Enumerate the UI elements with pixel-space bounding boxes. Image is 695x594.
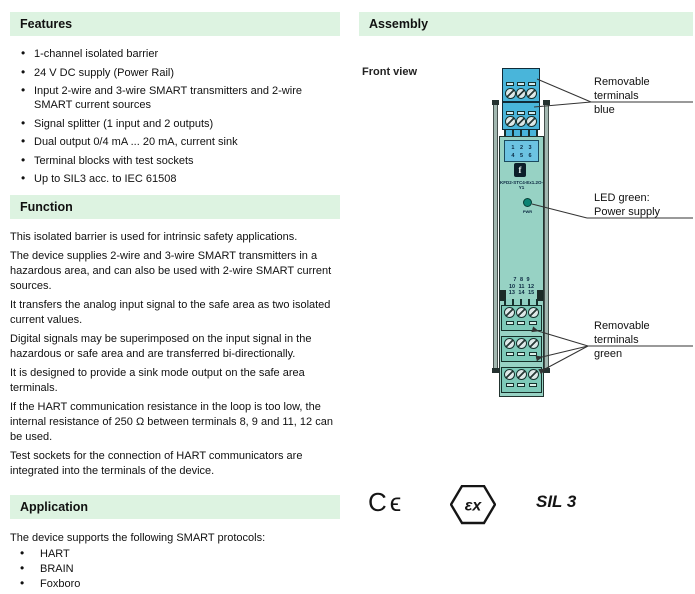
annotation-line: green <box>594 348 623 360</box>
device-model-label <box>497 180 546 190</box>
terminal-slot <box>506 352 514 356</box>
terminal-slots <box>503 111 539 115</box>
function-paragraph: This isolated barrier is used for intrinsic safety applications. <box>10 231 298 243</box>
annotation-line: LED green: <box>594 192 650 204</box>
rail-cap <box>492 100 499 105</box>
screw-icon <box>504 338 515 349</box>
screw-icon <box>504 369 515 380</box>
model-line: Y1 <box>518 185 525 190</box>
feature-item: • Dual output 0/4 mA ... 20 mA, current sink <box>10 135 340 149</box>
terminal-slots <box>502 321 541 325</box>
annotation-led-green <box>594 191 660 219</box>
terminal-numbers-bottom <box>503 277 540 297</box>
terminal-slot <box>517 82 525 86</box>
screw-icon <box>516 116 527 127</box>
assembly-header: Assembly <box>359 12 693 36</box>
screw-icon <box>528 307 539 318</box>
terminal-slots <box>503 82 539 86</box>
function-paragraph: The device supplies 2-wire and 3-wire SMART transmitters in a hazardous area, and can also be used with 2-wire SMART current sources. <box>10 250 332 292</box>
blue-terminal-block-2 <box>502 102 540 130</box>
din-rail-left <box>493 103 498 372</box>
annotation-line: Power supply <box>594 206 661 218</box>
annotation-line: Removable terminals <box>594 76 650 102</box>
annotation-line: Removable terminals <box>594 320 650 346</box>
model-line: KFD2-STC4-Ex1.2O- <box>499 180 543 185</box>
power-led-icon <box>523 198 532 207</box>
screw-icon <box>505 88 516 99</box>
terminal-screws <box>503 88 539 99</box>
function-paragraph: If the HART communication resistance in the loop is too low, the internal resistance of 250 Ω between terminals 8, 9 and 11, 12 can be used. <box>10 401 333 443</box>
ex-mark-icon <box>450 485 496 530</box>
protocol-item: • Foxboro <box>10 577 340 592</box>
sil3-mark: SIL 3 <box>536 492 577 511</box>
function-paragraph: Digital signals may be superimposed on the input signal in the hazardous or safe area and are transferred bi-directionally. <box>10 333 312 360</box>
rail-cap <box>543 100 550 105</box>
function-section <box>10 195 340 483</box>
terminal-slot <box>528 111 536 115</box>
green-terminal-block-1 <box>501 305 542 331</box>
terminal-slot <box>517 321 525 325</box>
terminal-slot <box>529 321 537 325</box>
terminal-screws <box>502 369 541 380</box>
terminal-slot <box>517 383 525 387</box>
terminal-number-row: 7 8 9 <box>513 277 530 283</box>
screw-icon <box>526 88 537 99</box>
terminal-slot <box>517 111 525 115</box>
application-section <box>10 495 340 592</box>
ex-mark-text: εx <box>464 497 482 515</box>
green-terminal-block-2 <box>501 336 542 362</box>
application-list <box>10 547 340 592</box>
function-paragraph: Test sockets for the connection of HART communicators are integrated into the terminals of the device. <box>10 450 303 477</box>
annotation-line: blue <box>594 104 615 116</box>
din-rail-right <box>544 103 549 372</box>
terminal-number-row: 4 5 6 <box>511 153 532 159</box>
terminal-number-row: 13 14 15 <box>508 290 535 296</box>
features-header: Features <box>10 12 340 36</box>
terminal-slots <box>502 383 541 387</box>
left-column <box>10 12 340 590</box>
protocol-item: • BRAIN <box>10 562 340 577</box>
function-paragraphs <box>10 230 340 479</box>
terminal-number-row: 10 11 12 <box>508 283 535 290</box>
screw-icon <box>516 88 527 99</box>
function-header: Function <box>10 195 340 219</box>
screw-icon <box>516 307 527 318</box>
feature-item: • Terminal blocks with test sockets <box>10 154 340 168</box>
rail-cap <box>492 368 499 373</box>
application-intro: The device supports the following SMART protocols: <box>10 532 266 544</box>
terminal-slot <box>506 383 514 387</box>
terminal-slot <box>506 111 514 115</box>
terminal-screws <box>502 338 541 349</box>
terminal-screws <box>503 116 539 127</box>
feature-item: • Signal splitter (1 input and 2 outputs) <box>10 117 340 131</box>
terminal-base-ticks <box>504 130 538 136</box>
screw-icon <box>526 116 537 127</box>
front-view-label: Front view <box>362 66 418 78</box>
terminal-slot <box>506 82 514 86</box>
protocol-item: • HART <box>10 547 340 562</box>
ce-mark-icon: Cϵ <box>368 487 405 517</box>
terminal-screws <box>502 307 541 318</box>
application-header: Application <box>10 495 340 519</box>
feature-item: • 1-channel isolated barrier <box>10 47 340 61</box>
screw-icon <box>528 369 539 380</box>
annotation-terminals-green <box>594 319 695 361</box>
pepperl-fuchs-logo-icon: f <box>514 163 526 177</box>
features-section <box>10 12 340 191</box>
terminal-slot <box>529 352 537 356</box>
screw-icon <box>516 369 527 380</box>
terminal-slot <box>506 321 514 325</box>
blue-terminal-block-1 <box>502 68 540 102</box>
screw-icon <box>528 338 539 349</box>
power-led-label: PWR <box>522 209 533 214</box>
terminal-slot <box>529 383 537 387</box>
feature-item: • Up to SIL3 acc. to IEC 61508 <box>10 172 340 186</box>
green-terminal-block-3 <box>501 367 542 393</box>
screw-icon <box>516 338 527 349</box>
features-list <box>10 47 340 186</box>
rail-cap <box>543 368 550 373</box>
screw-icon <box>505 116 516 127</box>
feature-item: • 24 V DC supply (Power Rail) <box>10 66 340 80</box>
feature-item: • Input 2-wire and 3-wire SMART transmitters and 2-wire SMART current sources <box>10 84 340 112</box>
terminal-slot <box>517 352 525 356</box>
function-paragraph: It is designed to provide a sink mode output on the safe area terminals. <box>10 367 305 394</box>
screw-icon <box>504 307 515 318</box>
terminal-slots <box>502 352 541 356</box>
annotation-terminals-blue <box>594 75 695 117</box>
function-paragraph: It transfers the analog input signal to the safe area as two isolated current values. <box>10 299 331 326</box>
terminal-numbers-top <box>504 140 539 162</box>
terminal-number-row: 1 2 3 <box>511 145 532 151</box>
terminal-slot <box>528 82 536 86</box>
